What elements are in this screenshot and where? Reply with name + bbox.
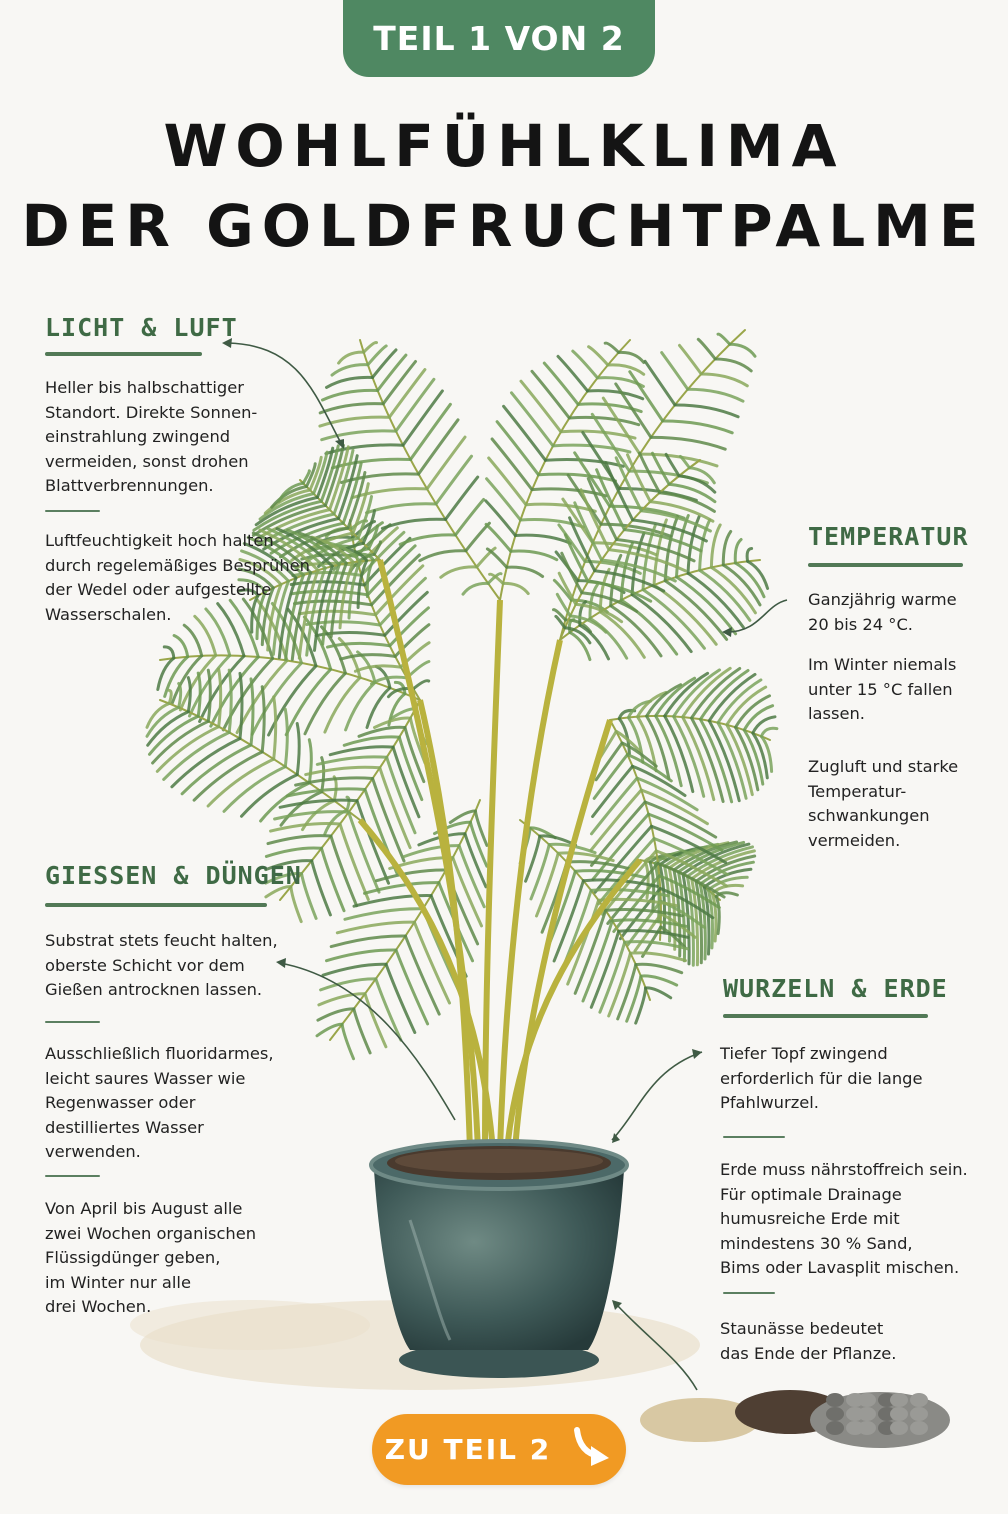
palm-leaflet <box>463 583 488 594</box>
palm-leaflet <box>291 887 301 922</box>
palm-leaflet <box>268 836 331 844</box>
lava-stone <box>890 1421 908 1435</box>
arrow-down-right-icon <box>569 1424 613 1475</box>
lava-stone <box>826 1421 844 1435</box>
palm-leaflet <box>489 458 526 505</box>
divider <box>45 1021 100 1023</box>
palm-leaflet <box>411 404 451 459</box>
palm-leaflet <box>441 567 477 577</box>
text-giessen-1: Substrat stets feucht halten, oberste Schicht vor dem Gießen antrocknen lassen. <box>45 931 278 999</box>
palm-leaflet <box>332 365 368 375</box>
lava-stone <box>890 1393 908 1407</box>
palm-leaflet <box>600 569 609 612</box>
palm-leaflet <box>427 437 465 489</box>
palm-leaflet <box>344 737 399 745</box>
palm-leaflet <box>400 535 455 545</box>
palm-leaflet <box>419 420 459 474</box>
palm-leaflet <box>645 361 675 405</box>
palm-leaflet <box>605 343 619 352</box>
palm-leaflet <box>240 673 242 738</box>
palm-leaflet <box>628 455 651 502</box>
lava-stone <box>858 1393 876 1407</box>
palm-leaflet <box>616 458 641 511</box>
divider <box>723 1292 775 1294</box>
palm-leaflet <box>532 371 569 418</box>
palm-leaflet <box>280 800 357 807</box>
heading-licht-luft: LICHT & LUFT <box>45 313 238 342</box>
palm-leaflet <box>539 474 616 481</box>
divider <box>45 510 100 512</box>
lava-stone <box>910 1407 928 1421</box>
palm-leaflet <box>662 353 688 390</box>
palm-leaflet <box>616 384 651 438</box>
palm-leaflet <box>761 728 777 736</box>
palm-leaflet <box>625 942 688 949</box>
palm-leaflet <box>296 778 373 785</box>
underline-temperatur <box>808 563 963 567</box>
palm-leaflet <box>591 790 641 850</box>
palm-leaflet <box>492 439 532 490</box>
palm-leaflet <box>487 549 506 567</box>
palm-leaflet <box>323 964 386 975</box>
palm-leaflet <box>325 678 360 733</box>
palm-leaflet <box>354 1009 370 1053</box>
lava-stone <box>826 1407 844 1421</box>
palm-leaflet <box>342 1024 353 1058</box>
palm-leaflet <box>337 922 414 933</box>
palm-leaflet <box>730 344 755 356</box>
text-wurzeln-3: Staunässe bedeutet das Ende der Pflanze. <box>720 1319 897 1363</box>
palm-leaflet <box>619 352 644 362</box>
palm-leaflet <box>309 740 311 783</box>
palm-leaflet <box>396 379 434 431</box>
palm-leaflet <box>698 339 715 359</box>
lava-stone <box>910 1421 928 1435</box>
divider <box>723 1136 785 1138</box>
palm-leaflet <box>208 759 274 806</box>
underline-licht <box>45 352 202 356</box>
palm-leaflet <box>455 500 483 536</box>
palm-leaflet <box>158 658 174 689</box>
underline-giessen <box>45 903 267 907</box>
palm-leaflet <box>327 377 373 387</box>
palm-leaflet <box>164 647 174 658</box>
palm-leaflet <box>588 391 643 399</box>
palm-leaflet <box>420 551 466 561</box>
palm-leaflet <box>367 504 437 513</box>
palm-leaflet <box>715 359 751 371</box>
palm-leaflet <box>504 406 546 460</box>
palm-leaflet <box>208 670 210 721</box>
palm-leaflet <box>340 824 368 900</box>
palm-leaflet <box>297 724 299 775</box>
part-badge: TEIL 1 VON 2 <box>343 0 655 77</box>
palm-leaflet <box>611 606 661 656</box>
palm-leaflet <box>328 643 390 647</box>
palm-leaflet <box>526 504 595 511</box>
palm-leaflet <box>487 479 521 520</box>
palm-leaflet <box>735 540 741 564</box>
palm-leaflet <box>641 976 677 985</box>
palm-leaflet <box>341 655 395 660</box>
palm-leaflet <box>331 836 357 906</box>
palm-leaflet <box>378 355 406 390</box>
next-part-label: ZU TEIL 2 <box>384 1433 552 1466</box>
palm-leaflet <box>608 365 644 374</box>
palm-leaflet <box>413 681 428 689</box>
text-wurzeln-2: Erde muss nährstoffreich sein. Für optimale Drainage humusreiche Erde mit mindestens 30 % Sand, Bims oder Lavasplit mischen. <box>720 1160 968 1277</box>
palm-leaflet <box>573 351 598 378</box>
palm-leaflet <box>651 437 725 449</box>
text-giessen-3: Von April bis August alle zwei Wochen organischen Flüssigdünger geben, im Winter nur alle drei Wochen. <box>45 1199 257 1316</box>
palm-leaflet <box>723 532 730 566</box>
palm-leaflet <box>169 690 171 703</box>
palm-leaflet <box>274 697 276 759</box>
palm-leaflet <box>723 565 760 605</box>
text-temperatur-1: Ganzjährig warme 20 bis 24 °C. <box>808 590 957 634</box>
page-title-line2: DER GOLDFRUCHTPALME <box>21 192 987 260</box>
text-wurzeln-1: Tiefer Topf zwingend erforderlich für die lange Pfahlwurzel. <box>720 1044 923 1112</box>
arrow-wurzeln <box>612 1052 702 1140</box>
palm-leaflet <box>386 964 415 1032</box>
palm-leaflet <box>316 632 385 635</box>
heading-giessen-duengen: GIESSEN & DÜNGEN <box>45 861 302 890</box>
palm-leaflet <box>589 347 608 365</box>
palm-leaflet <box>486 524 511 551</box>
next-part-button[interactable] <box>372 1414 626 1485</box>
text-temperatur-2: Im Winter niemals unter 15 °C fallen lassen. <box>808 655 957 723</box>
palm-leaflet <box>396 950 428 1024</box>
palm-leaflet <box>219 669 221 727</box>
palm-leaflet <box>317 757 386 765</box>
palm-leaflet <box>262 687 264 752</box>
palm-leaflet <box>663 421 733 433</box>
palm-leaflet <box>718 334 730 344</box>
palm-leaflet <box>711 525 720 568</box>
palm-leaflet <box>179 684 181 708</box>
lava-stone <box>858 1407 876 1421</box>
palm-leaflet <box>640 454 717 466</box>
palm-leaflet <box>198 673 200 716</box>
palm-leaflet <box>544 363 578 404</box>
palm-leaflet <box>497 422 538 475</box>
palm-leaflet <box>320 404 383 413</box>
palm-leaflet <box>345 909 423 920</box>
palm-leaflet <box>675 405 738 417</box>
palm-leaflet <box>229 670 231 732</box>
palm-leaflet <box>403 391 442 445</box>
page-title-line1: WOHLFÜHLKLIMA <box>163 112 845 180</box>
palm-leaflet <box>377 870 447 881</box>
palm-leaflet <box>327 950 397 961</box>
palm-leaflet <box>359 727 405 736</box>
text-giessen-2: Ausschließlich fluoridarmes, leicht saures Wasser wie Regenwasser oder destilliertes Wasser verwenden. <box>45 1044 274 1161</box>
palm-leaflet <box>405 936 439 1014</box>
palm-leaflet <box>306 767 380 774</box>
palm-leaflet <box>339 352 364 363</box>
palm-leaflet <box>636 964 682 972</box>
lava-stone <box>910 1393 928 1407</box>
palm-leaflet <box>511 551 557 560</box>
palm-leaflet <box>701 374 747 386</box>
pot <box>371 1141 627 1378</box>
palm-leaflet <box>618 965 636 1019</box>
palm-leaflet <box>515 535 570 543</box>
palm-leaflet <box>688 389 743 401</box>
palm-leaflet <box>503 583 528 593</box>
heading-wurzeln-erde: WURZELN & ERDE <box>723 974 948 1003</box>
palm-leaflet <box>330 747 393 755</box>
palm-leaflet <box>512 393 554 446</box>
underline-wurzeln <box>723 1014 928 1018</box>
palm-leaflet <box>266 848 321 856</box>
palm-leaflet <box>300 611 376 615</box>
heading-temperatur: TEMPERATUR <box>808 522 969 551</box>
palm-leaflet <box>436 456 472 504</box>
lava-stone <box>858 1421 876 1435</box>
text-licht-2: Luftfeuchtigkeit hoch halten durch regelemäßiges Besprühen der Wedel oder aufgestellte Wasserschalen. <box>45 531 310 624</box>
palm-leaflet <box>383 362 415 404</box>
palm-leaflet <box>630 953 685 961</box>
palm-leaflet <box>389 370 425 418</box>
text-temperatur-3: Zugluft und starke Temperatur- schwankungen vermeiden. <box>808 757 959 850</box>
palm-leaflet <box>323 390 378 400</box>
arrow-giessen <box>280 963 455 1120</box>
palm-leaflet <box>521 381 561 432</box>
palm-leaflet <box>736 696 770 728</box>
palm-leaflet <box>680 345 702 374</box>
palm-leaflet <box>565 535 588 582</box>
palm-leaflet <box>507 567 543 576</box>
palm-leaflet <box>174 636 188 657</box>
text-licht-1: Heller bis halbschattiger Standort. Direkte Sonnen- einstrahlung zwingend vermeiden, sonst drohen Blattverbrennungen. <box>45 378 258 495</box>
palm-leaflet <box>322 431 396 440</box>
palm-leaflet <box>364 342 377 352</box>
palm-leaflet <box>285 709 287 767</box>
palm-leaflet <box>466 523 490 551</box>
palm-leaflet <box>302 874 317 919</box>
palm-leaflet <box>569 417 638 424</box>
palm-leaflet <box>747 549 751 562</box>
divider <box>45 1175 100 1177</box>
palm-leaflet <box>382 519 445 528</box>
lava-stone <box>826 1393 844 1407</box>
palm-leaflet <box>331 936 405 947</box>
palm-leaflet <box>251 679 253 745</box>
lava-stone <box>890 1407 908 1421</box>
